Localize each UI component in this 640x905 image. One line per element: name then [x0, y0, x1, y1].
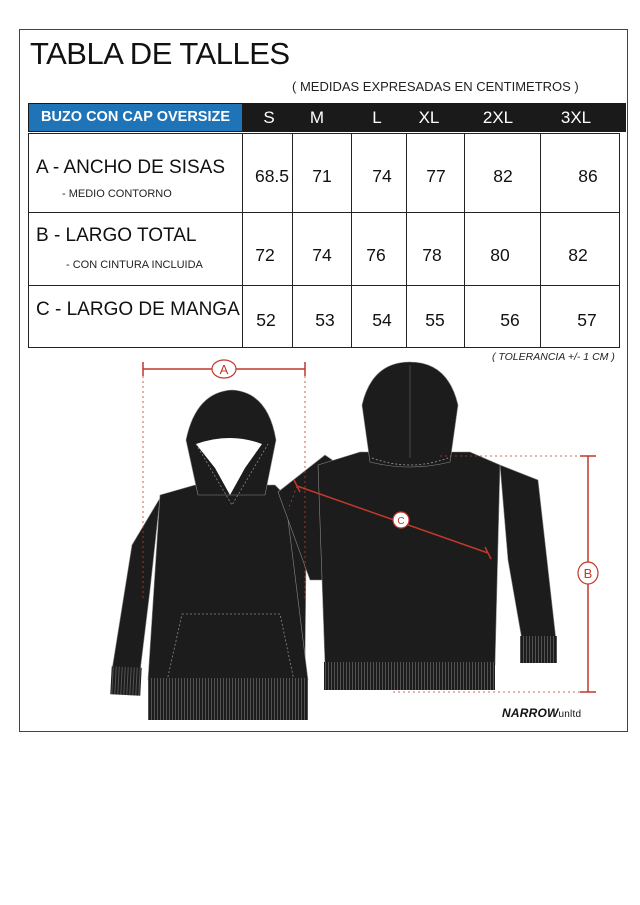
front-left-cuff [110, 666, 141, 696]
brand-suffix: unltd [558, 709, 582, 720]
cell-c-3xl: 57 [577, 310, 597, 330]
cell-a-s: 68.5 [254, 166, 290, 186]
size-header-3xl: 3XL [560, 108, 592, 127]
back-right-sleeve [500, 465, 556, 640]
row-sub-a: - MEDIO CONTORNO [62, 188, 172, 200]
size-header-2xl: 2XL [482, 108, 514, 127]
row-label-c: C - LARGO DE MANGA [36, 299, 240, 320]
marker-c: C [397, 516, 405, 527]
size-header-xl: XL [418, 108, 440, 127]
back-hem [324, 662, 495, 690]
cell-b-2xl: 80 [490, 245, 510, 265]
cell-a-xl: 77 [426, 166, 446, 186]
cell-a-2xl: 82 [493, 166, 513, 186]
cell-b-l: 76 [366, 245, 386, 265]
row-sub-b: - CON CINTURA INCLUIDA [66, 259, 203, 271]
tolerance-note: ( TOLERANCIA +/- 1 CM ) [492, 351, 615, 363]
marker-a: A [219, 362, 229, 377]
cell-c-s: 52 [256, 310, 276, 330]
cell-c-xl: 55 [425, 310, 445, 330]
back-hoodie [278, 362, 557, 690]
cell-a-l: 74 [372, 166, 392, 186]
units-note: ( MEDIDAS EXPRESADAS EN CENTIMETROS ) [292, 79, 579, 94]
row-label-b: B - LARGO TOTAL [36, 225, 197, 246]
front-hem [148, 678, 308, 720]
cell-c-2xl: 56 [500, 310, 520, 330]
brand-main: NARROW [502, 706, 559, 720]
back-right-cuff [520, 636, 557, 663]
front-body [148, 485, 308, 680]
row-label-a: A - ANCHO DE SISAS [36, 157, 225, 178]
brand-logo [502, 706, 581, 720]
cell-b-xl: 78 [422, 245, 442, 265]
cell-a-3xl: 86 [578, 166, 598, 186]
product-label: BUZO CON CAP OVERSIZE [29, 104, 242, 131]
size-header-l: L [372, 108, 382, 127]
back-body [318, 452, 500, 665]
page-title: TABLA DE TALLES [30, 36, 290, 71]
cell-c-l: 54 [372, 310, 392, 330]
cell-b-m: 74 [312, 245, 332, 265]
cell-a-m: 71 [312, 166, 332, 186]
size-header-m: M [309, 108, 325, 127]
marker-b: B [583, 566, 593, 581]
front-hoodie [110, 390, 308, 720]
cell-c-m: 53 [315, 310, 335, 330]
cell-b-s: 72 [255, 245, 275, 265]
size-header-s: S [263, 108, 275, 127]
cell-b-3xl: 82 [568, 245, 588, 265]
